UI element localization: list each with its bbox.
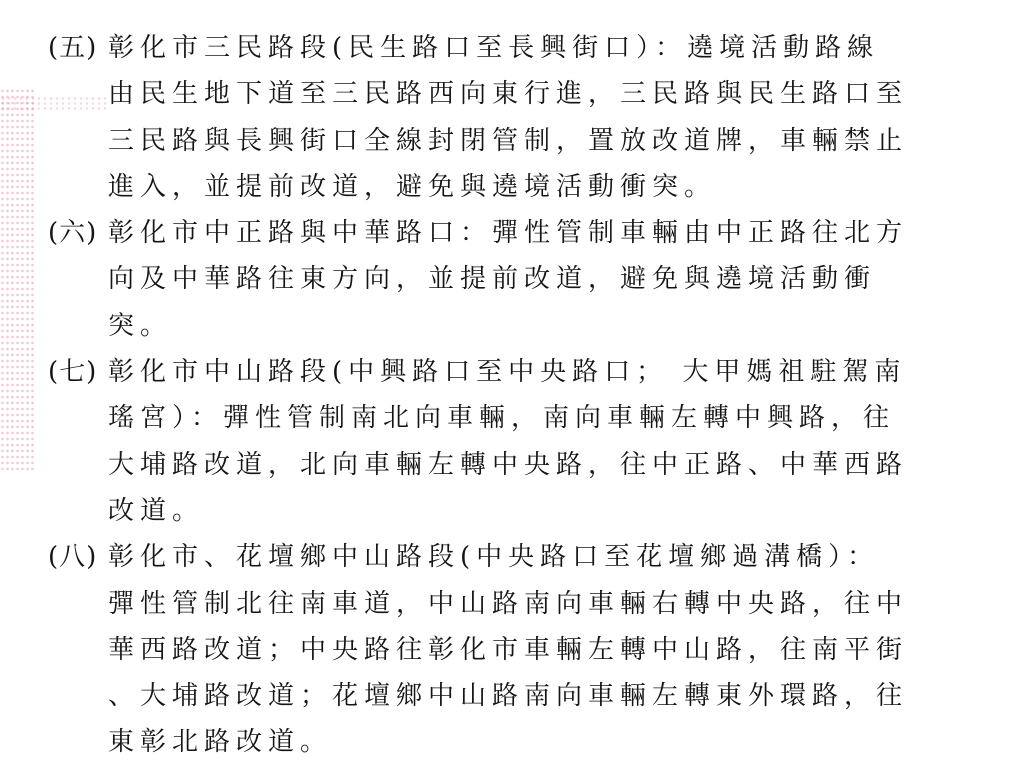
item-text: 華西路改道；中央路往彰化市車輛左轉中山路，往南平街 <box>108 634 909 665</box>
item-line <box>0 349 1024 395</box>
item-text: 彰化市、花壇鄉中山路段(中央路口至花壇鄉過溝橋）： <box>108 542 880 573</box>
item-line <box>0 395 1024 441</box>
item-line <box>0 210 1024 256</box>
item-text: 、大埔路改道；花壇鄉中山路南向車輛左轉東外環路，往 <box>108 681 909 712</box>
item-line <box>0 719 1024 765</box>
item-line <box>0 673 1024 719</box>
list-item-6 <box>0 210 1024 349</box>
item-label: (五) <box>48 33 98 63</box>
item-text: 進入，並提前改道，避免與遶境活動衝突。 <box>108 171 717 202</box>
item-text: 瑤宮）：彈性管制南北向車輛，南向車輛左轉中興路，往 <box>108 403 896 434</box>
item-text: 彰化市三民路段(民生路口至長興街口）：遶境活動路線 <box>108 33 880 63</box>
item-line <box>0 488 1024 534</box>
item-line <box>0 164 1024 210</box>
item-line <box>0 118 1024 164</box>
item-line <box>0 627 1024 673</box>
item-text: 向及中華路往東方向，並提前改道，避免與遶境活動衝 <box>108 264 877 295</box>
item-text: 由民生地下道至三民路西向東行進，三民路與民生路口至 <box>108 79 909 110</box>
item-text: 大埔路改道，北向車輛左轉中央路，往中正路、中華西路 <box>108 449 909 480</box>
item-line <box>0 71 1024 117</box>
list-item-5 <box>0 25 1024 210</box>
item-line <box>0 442 1024 488</box>
list-item-8 <box>0 534 1024 765</box>
list-item-7 <box>0 349 1024 534</box>
item-line <box>0 25 1024 71</box>
item-line <box>0 256 1024 302</box>
item-label: (六) <box>48 218 98 249</box>
item-text: 彰化市中山路段(中興路口至中央路口； 大甲媽祖駐駕南 <box>108 357 907 388</box>
item-text: 彈性管制北往南車道，中山路南向車輛右轉中央路，往中 <box>108 588 909 619</box>
item-line <box>0 303 1024 349</box>
item-text: 改道。 <box>108 495 205 526</box>
item-text: 彰化市中正路與中華路口：彈性管制車輛由中正路往北方 <box>108 218 909 249</box>
item-text: 東彰北路改道。 <box>108 727 333 758</box>
item-text: 突。 <box>108 310 173 341</box>
item-line <box>0 581 1024 627</box>
item-label: (八) <box>48 542 98 573</box>
item-line <box>0 534 1024 580</box>
item-text: 三民路與長興街口全線封閉管制，置放改道牌，車輛禁止 <box>108 125 909 156</box>
item-label: (七) <box>48 357 98 388</box>
